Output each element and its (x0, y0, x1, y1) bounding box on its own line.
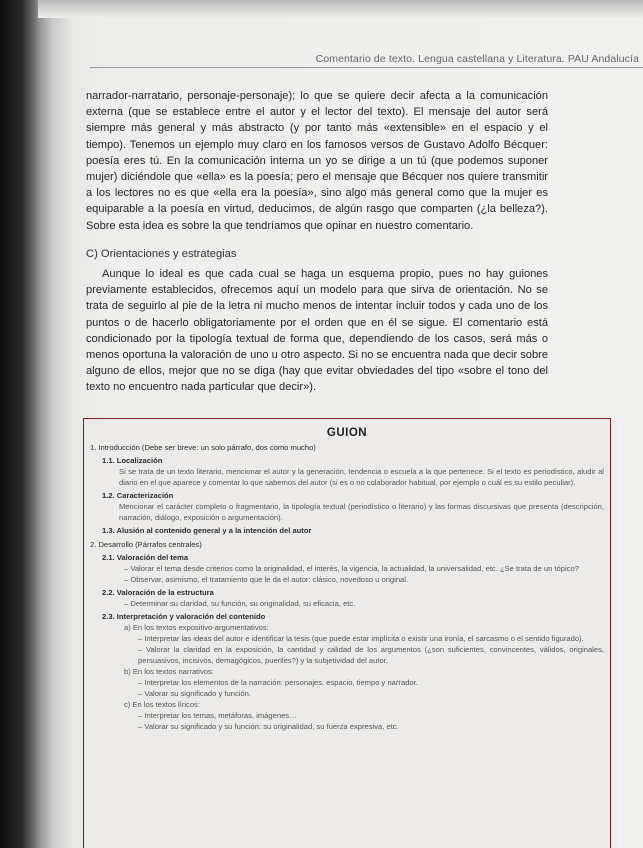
guion-item: – Observar, asimismo, el tratamiento que le da el autor: clásico, novedoso u original. (124, 575, 409, 584)
paragraph-1: narrador-narratario, personaje-personaje); lo que se quiere decir afecta a la comunicación externa (que se establece entre el autor y el lector del texto). El mensaje del autor será siempre más general y más abstracto (y por tanto más «extensible» en el espacio y el tiempo). Tenemos un ejemplo muy claro en los famosos versos de Gustavo Adolfo Bécquer: poesía eres tú. En la comunicación interna un yo se dirige a un tú (que podemos suponer mujer) diciéndole que «ella» es la poesía; pero el mensaje que Bécquer nos quiere transmitir a los lectores no es que «ella era la poesía», sino algo más general como que la mujer es equiparable a la poesía en virtud, deducimos, de algún rasgo que comparten (¿la belleza?). Sobre esta idea es sobre la que tendríamos que opinar en nuestro comentario. (86, 90, 548, 232)
guion-sub-1-1: 1.1. Localización (102, 456, 163, 465)
guion-section-2: 2. Desarrollo (Párrafos centrales) (90, 540, 202, 549)
guion-item: – Interpretar los temas, metáforas, imágenes… (138, 711, 297, 720)
guion-title: GUION (326, 427, 368, 439)
guion-section-1: 1. Introducción (Debe ser breve: un solo párrafo, dos como mucho) (90, 443, 316, 452)
guion-body (84, 442, 610, 732)
guion-item: – Valorar el tema desde criterios como la originalidad, el interés, la vigencia, la actualidad, la universalidad, etc. ¿Se trata de un tópico? (124, 564, 579, 573)
guion-subhead-a: a) En los textos expositivo-argumentativos: (124, 623, 269, 632)
guion-item: – Interpretar las ideas del autor e identificar la tesis (que puede estar implícita o existir una ironía, el sarcasmo o el sentido figurado). (138, 634, 584, 643)
book-spine-shadow (0, 0, 40, 848)
book-page (38, 0, 643, 848)
header-rule (90, 67, 643, 68)
guion-sub-1-2: 1.2. Caracterización (102, 491, 174, 500)
paragraph-2: Aunque lo ideal es que cada cual se haga un esquema propio, pues no hay guiones previamente establecidos, ofrecemos aquí un modelo para que sirva de orientación. No se trata de seguirlo al pie de la letra ni mucho menos de intentar incluir todos y cada uno de los puntos o de hacerlo obligatoriamente por el orden que en él se sigue. El comentario está condicionado por la tipología textual de forma que, dependiendo de los casos, será más o menos oportuna la valoración de uno u otro aspecto. Si no se encuentra nada que decir sobre alguno de ellos, mejor que no se diga (hay que evitar obviedades del tipo «sobre el tono del texto no encuentro nada particular que decir»). (86, 268, 548, 394)
guion-sub-1-3: 1.3. Alusión al contenido general y a la intención del autor (102, 526, 312, 535)
guion-subhead-c: c) En los textos líricos: (124, 700, 200, 709)
guion-sub-1-2-text: Mencionar el carácter completo o fragmentario, la tipología textual (periodístico o literario) y las formas discursivas que presenta (descripción, narración, diálogo, exposición o argumentación). (119, 502, 604, 522)
guion-sub-2-2: 2.2. Valoración de la estructura (102, 588, 214, 597)
guion-sub-2-1: 2.1. Valoración del tema (102, 553, 189, 562)
running-header: Comentario de texto. Lengua castellana y Literatura. PAU Andalucía (315, 53, 639, 65)
guion-box (83, 418, 611, 848)
section-heading-c: C) Orientaciones y estrategias (86, 248, 237, 260)
guion-item: – Valorar su significado y su función: su originalidad, su fuerza expresiva, etc. (138, 722, 399, 731)
guion-item: – Interpretar los elementos de la narración: personajes, espacio, tiempo y narrador. (138, 678, 418, 687)
top-shade (38, 0, 643, 18)
guion-subhead-b: b) En los textos narrativos: (124, 667, 214, 676)
guion-sub-1-1-text: Si se trata de un texto literario, mencionar el autor y la generación, tendencia o escuela a la que pertenece. Si el texto es periodístico, aludir al diario en el que aparece y comentar lo que sabemos del autor (si es o no colaborador habitual, por ejemplo o cuál es su estilo peculiar). (119, 467, 604, 487)
guion-item: – Valorar la claridad en la exposición, la cantidad y calidad de los argumentos (¿son suficientes, convincentes, válidos, originales, persuasivos, incisivos, demagógicos, pueriles?) y la subjetividad del autor. (138, 645, 604, 665)
guion-item: – Valorar su significado y función. (138, 689, 251, 698)
guion-item: – Determinar su claridad, su función, su originalidad, su eficacia, etc. (124, 599, 356, 608)
guion-sub-2-3: 2.3. Interpretación y valoración del contenido (102, 612, 266, 621)
